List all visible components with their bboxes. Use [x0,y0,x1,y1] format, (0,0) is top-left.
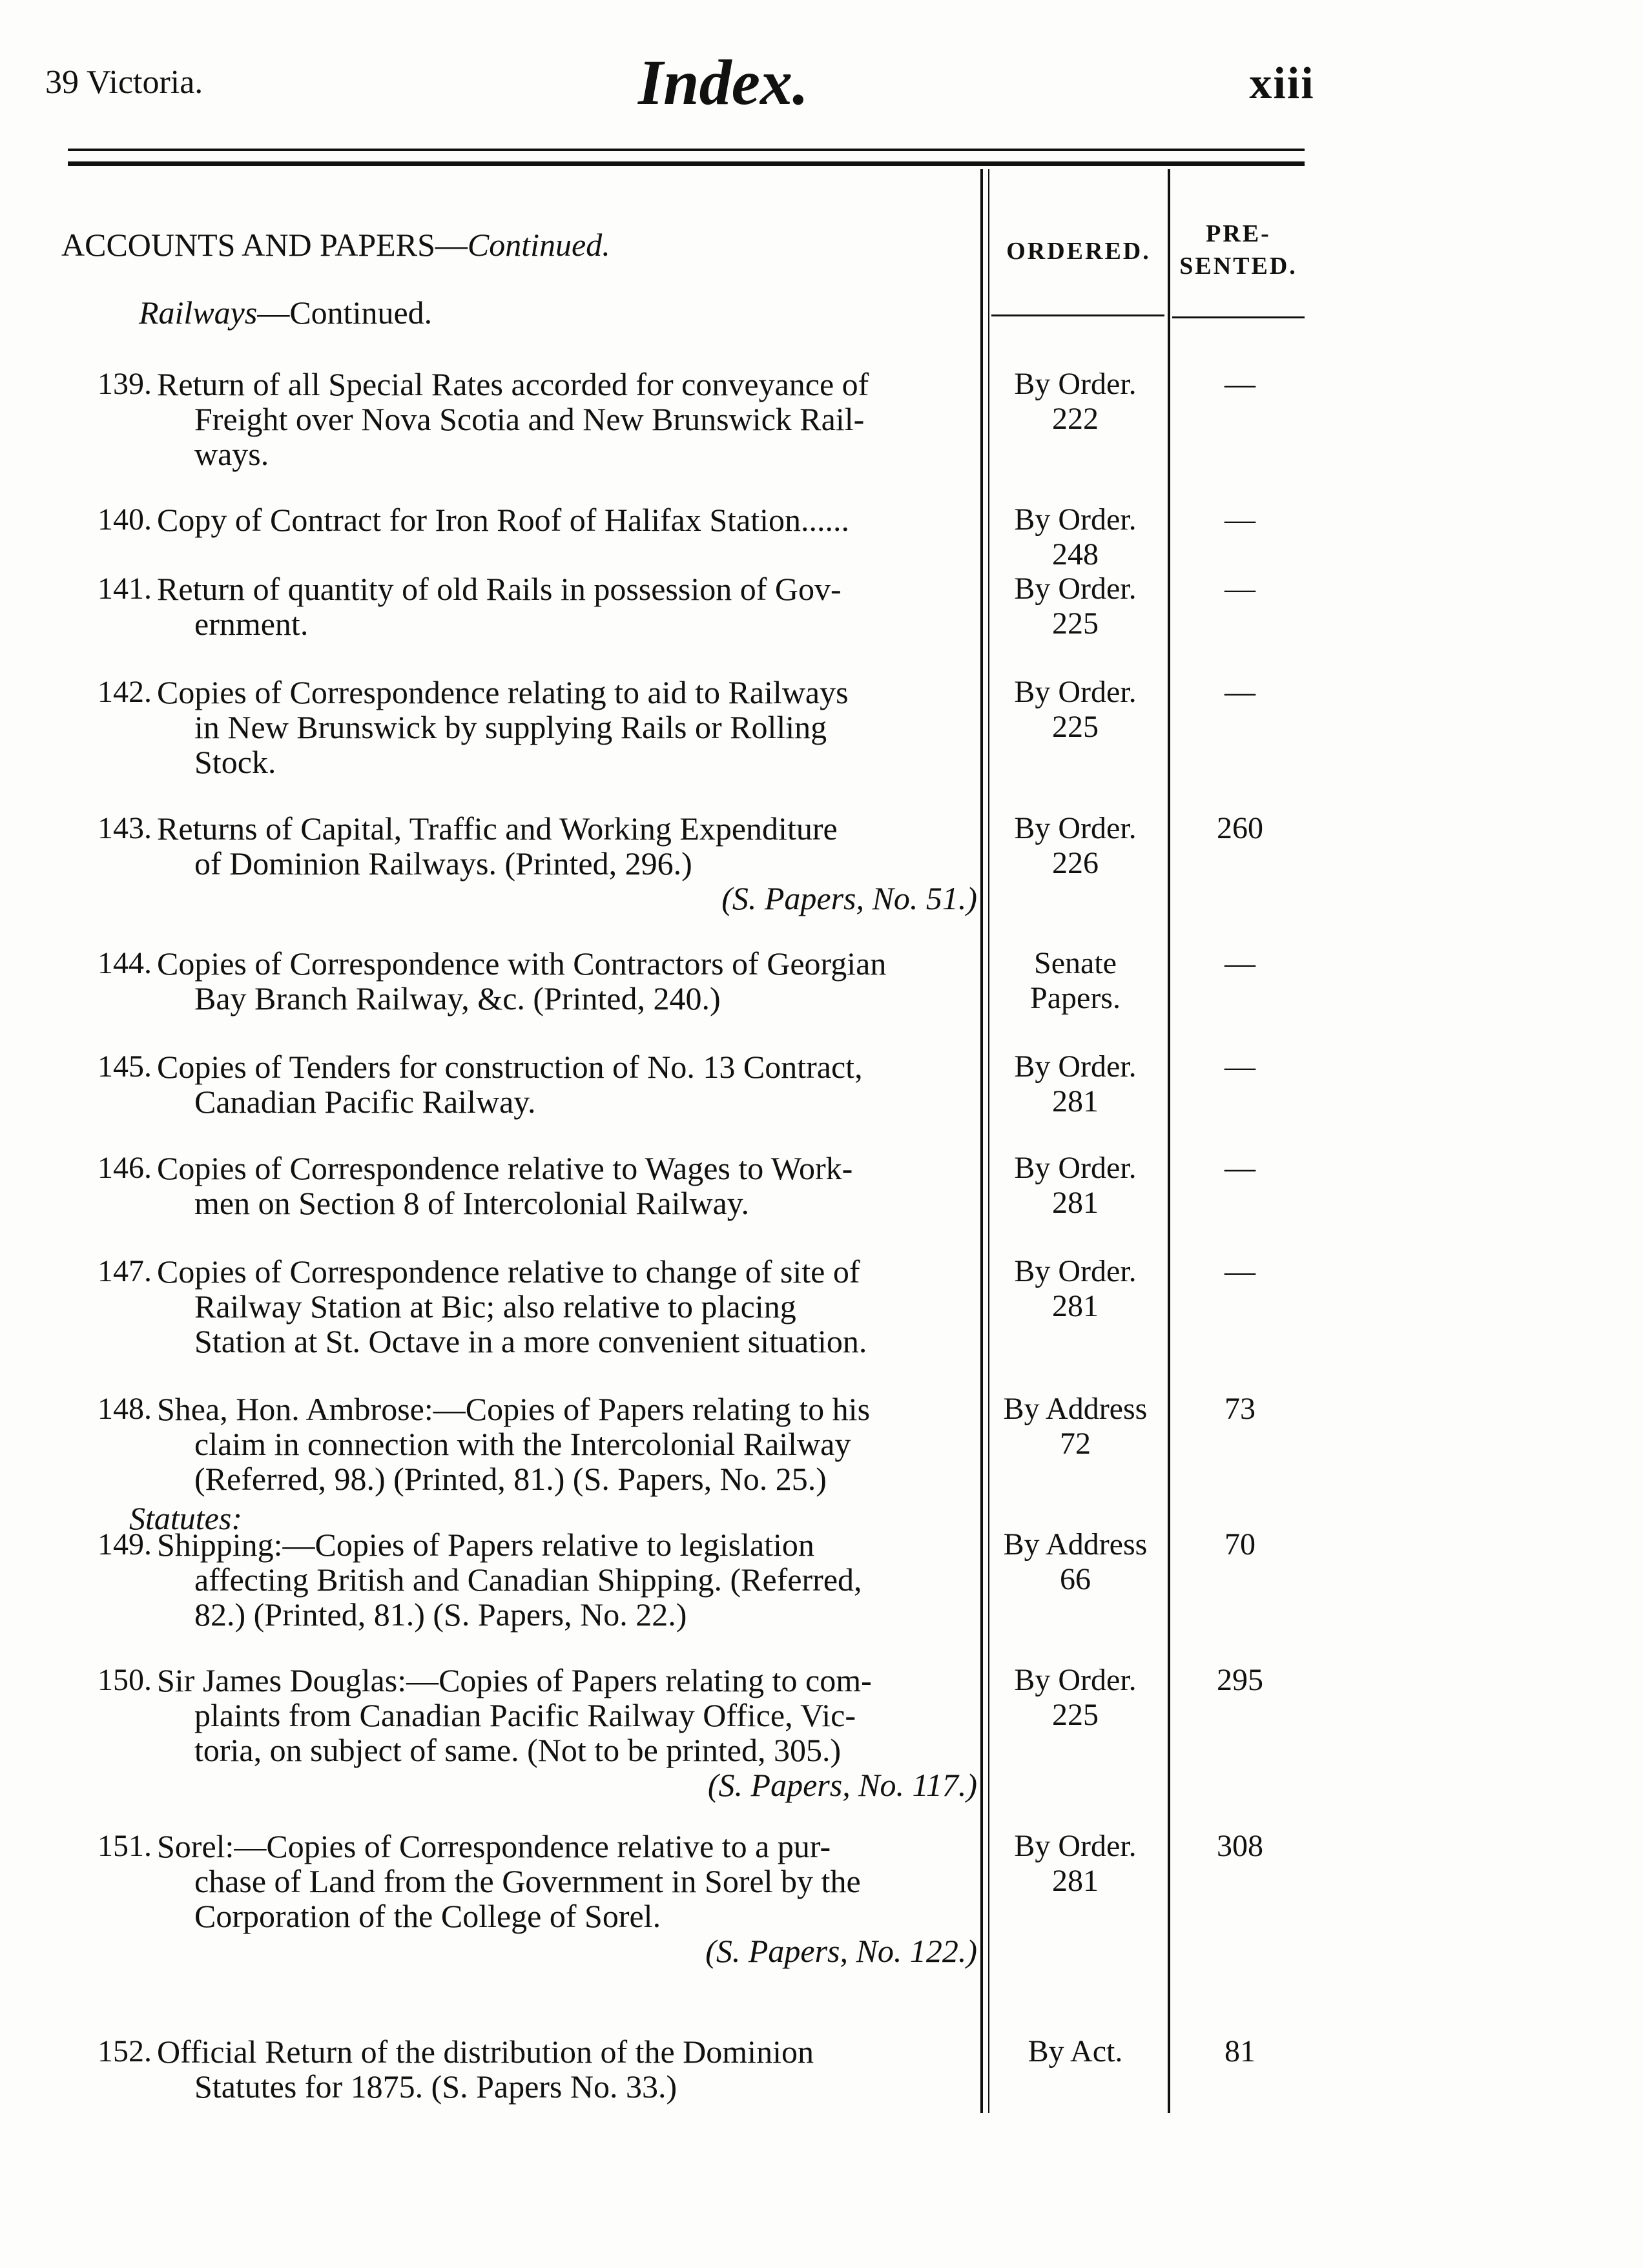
ordered-line: 248 [1052,537,1099,572]
ordered-cell [985,1527,1166,1597]
presented-cell: 260 [1217,811,1263,845]
entry-line: Railway Station at Bic; also relative to placing [194,1288,796,1325]
ordered-line: 281 [1052,1289,1099,1323]
presented-column-header-line1: PRE- [1206,220,1271,247]
ordered-cell [985,572,1166,641]
running-head-left: 39 Victoria. [45,64,203,101]
header-rule-top [68,149,1305,151]
ordered-line: By Order. [1014,1151,1137,1185]
ordered-cell [985,1151,1166,1221]
sessional-paper-reference: (S. Papers, No. 117.) [707,1767,977,1803]
entry-line: affecting British and Canadian Shipping. (Referred, [194,1562,862,1598]
entry-line: of Dominion Railways. (Printed, 296.) [194,845,692,881]
presented-cell: 308 [1217,1829,1263,1863]
entry-line: Sir James Douglas:—Copies of Papers relating to com- [157,1662,872,1698]
ordered-line: By Order. [1014,367,1137,401]
entry-line: men on Section 8 of Intercolonial Railway. [194,1185,750,1221]
entry-number: 145. [98,1049,152,1084]
ordered-line: By Order. [1014,1049,1137,1084]
entry-line: Shipping:—Copies of Papers relative to legislation [157,1527,814,1563]
ordered-line: By Order. [1014,1254,1137,1288]
entry-text [157,675,977,779]
entry-number: 143. [98,811,152,845]
presented-cell: — [1224,675,1256,709]
entry-line: toria, on subject of same. (Not to be printed, 305.) [194,1732,842,1768]
ordered-line: 225 [1052,710,1099,744]
presented-cell: 295 [1217,1663,1263,1697]
column-divider-left-2 [988,169,989,2113]
entry-number: 141. [98,572,152,606]
ordered-line: By Order. [1014,1829,1137,1863]
entry-line: in New Brunswick by supplying Rails or Rolling [194,709,827,745]
ordered-line: 281 [1052,1186,1099,1220]
entry-number: 152. [98,2034,152,2068]
entry-number: 144. [98,946,152,980]
entry-text [157,572,977,641]
entry-number: 150. [98,1663,152,1697]
entry-number: 140. [98,502,152,537]
presented-cell: 73 [1224,1392,1256,1426]
entry-line: (Referred, 98.) (Printed, 81.) (S. Papers, No. 25.) [194,1461,827,1497]
ordered-line: By Order. [1014,675,1137,709]
entry-line: Corporation of the College of Sorel. [194,1898,661,1934]
entry-line: Shea, Hon. Ambrose:—Copies of Papers relating to his [157,1391,871,1427]
entry-line: Copies of Correspondence with Contractors of Georgian [157,945,887,982]
entry-text [157,1829,977,1968]
column-divider-left [980,169,983,2113]
subsection-name: Railways [139,294,258,331]
ordered-cell [985,675,1166,745]
entry-text [157,1527,977,1632]
entry-line: Copies of Correspondence relative to Wages to Work- [157,1150,853,1186]
ordered-cell [985,502,1166,572]
entry-text [157,502,977,537]
entry-line: claim in connection with the Intercolonial Railway [194,1426,851,1462]
entry-line: ernment. [194,606,309,642]
ordered-line: 225 [1052,606,1099,641]
section-title-text: ACCOUNTS AND PAPERS— [61,227,468,263]
ordered-cell [985,367,1166,437]
entry-text [157,1663,977,1802]
sessional-paper-reference: (S. Papers, No. 51.) [721,880,977,916]
entry-line: Copies of Correspondence relating to aid to Railways [157,674,849,710]
ordered-line: 225 [1052,1698,1099,1732]
entry-line: ways. [194,436,269,472]
ordered-cell [985,1254,1166,1324]
entry-line: chase of Land from the Government in Sorel by the [194,1863,861,1899]
page-title: Index. [638,46,809,118]
ordered-line: By Order. [1014,811,1137,845]
entry-text [157,2034,977,2104]
ordered-line: By Order. [1014,502,1137,537]
entry-number: 146. [98,1151,152,1185]
column-divider-right [1168,169,1170,2113]
entry-text [157,1049,977,1119]
presented-cell: 70 [1224,1527,1256,1562]
ordered-line: By Address [1003,1392,1148,1426]
ordered-line: 281 [1052,1864,1099,1898]
column-header-rule-presented [1172,316,1305,318]
ordered-line: 222 [1052,402,1099,436]
ordered-cell [985,1663,1166,1733]
entry-number: 149. [98,1527,152,1562]
presented-cell: — [1224,1254,1256,1288]
subsection-railways [139,294,432,331]
section-title [61,226,610,263]
entry-line: Return of quantity of old Rails in possession of Gov- [157,571,842,607]
entry-line: Sorel:—Copies of Correspondence relative to a pur- [157,1828,831,1864]
sessional-paper-reference: (S. Papers, No. 122.) [705,1933,977,1969]
entry-line: plaints from Canadian Pacific Railway Office, Vic- [194,1697,856,1733]
ordered-line: 72 [1060,1427,1091,1461]
entry-text [157,946,977,1016]
section-title-continued: Continued. [467,227,610,263]
ordered-cell [985,811,1166,881]
ordered-line: Senate [1034,946,1117,980]
page-number: xiii [1249,59,1315,108]
entry-line: Copies of Tenders for construction of No. 13 Contract, [157,1049,863,1085]
presented-cell: — [1224,1151,1256,1185]
ordered-cell [985,1392,1166,1461]
entry-line: Returns of Capital, Traffic and Working Expenditure [157,810,838,847]
entry-text [157,1151,977,1221]
ordered-cell [985,1829,1166,1899]
entry-line: Stock. [194,744,276,780]
entry-number: 151. [98,1829,152,1863]
entry-line: Station at St. Octave in a more convenient situation. [194,1323,867,1359]
presented-cell: — [1224,367,1256,401]
entry-text [157,367,977,471]
entry-number: 148. [98,1392,152,1426]
column-header-rule-ordered [991,314,1164,316]
statutes-label: Statutes: [129,1500,242,1536]
ordered-line: By Order. [1014,1663,1137,1697]
presented-cell: — [1224,502,1256,537]
presented-cell: — [1224,1049,1256,1084]
subsection-continued: —Continued. [257,294,433,331]
entry-number: 147. [98,1254,152,1288]
entry-line: Official Return of the distribution of the Dominion [157,2034,814,2070]
entry-text [157,1254,977,1359]
presented-column-header-line2: SENTED. [1179,253,1297,280]
ordered-cell [985,946,1166,1016]
entry-line: 82.) (Printed, 81.) (S. Papers, No. 22.) [194,1596,687,1633]
presented-cell: 81 [1224,2034,1256,2068]
entry-line: Freight over Nova Scotia and New Brunswick Rail- [194,401,865,437]
ordered-line: 66 [1060,1562,1091,1596]
entry-line: Canadian Pacific Railway. [194,1084,536,1120]
entry-line: Return of all Special Rates accorded for conveyance of [157,366,869,402]
ordered-line: By Address [1003,1527,1148,1562]
presented-cell: — [1224,946,1256,980]
entry-text [157,1392,977,1496]
entry-number: 142. [98,675,152,709]
entry-line: Bay Branch Railway, &c. (Printed, 240.) [194,980,721,1016]
entry-text [157,811,977,916]
header-rule-bottom [68,161,1305,166]
ordered-cell [985,1049,1166,1119]
ordered-line: By Act. [1028,2034,1123,2068]
entry-line: Statutes for 1875. (S. Papers No. 33.) [194,2068,677,2105]
presented-cell: — [1224,572,1256,606]
entry-line: Copies of Correspondence relative to change of site of [157,1253,860,1290]
entry-line: Copy of Contract for Iron Roof of Halifax Station...... [157,502,850,538]
entry-number: 139. [98,367,152,401]
ordered-line: 226 [1052,846,1099,880]
ordered-column-header: ORDERED. [1006,238,1151,265]
ordered-line: 281 [1052,1084,1099,1119]
ordered-line: By Order. [1014,572,1137,606]
ordered-cell [985,2034,1166,2069]
ordered-line: Papers. [1030,981,1121,1015]
